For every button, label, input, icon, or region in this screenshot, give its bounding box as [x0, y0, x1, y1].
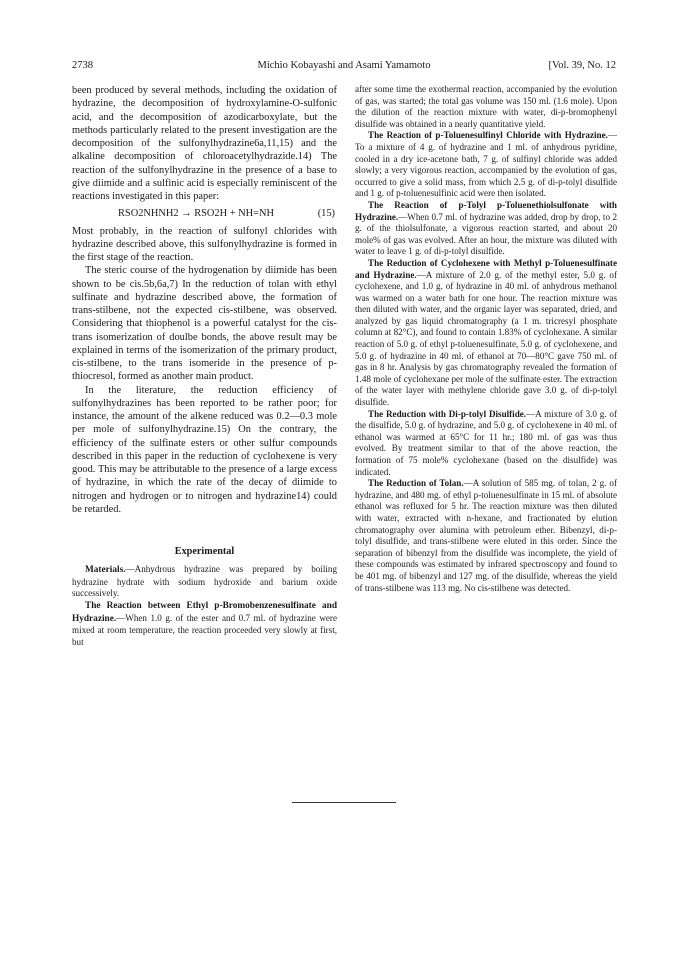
paragraph-bromobenzenesulfinate-continued: after some time the exothermal reaction, accompanied by the evolution of gas, was started; the total gas volume was 150 ml. (1.6 mole). Upon the dilution of the reaction mixture with water, di-p-bromophenyl disulfide was obtained in a nearly quantitative yield. [355, 84, 617, 129]
paragraph-cyclohexene-reduction [355, 258, 617, 409]
cyclohexene-reduction-heading: The Reduction of Cyclohexene with Methyl p-Toluenesulfinate and Hydrazine. [355, 257, 617, 280]
section-heading-experimental: Experimental [174, 546, 235, 557]
thiolsulfonate-heading: The Reaction of p-Tolyl p-Toluenethiolsulfonate with Hydrazine. [355, 199, 617, 222]
sulfinyl-chloride-heading: The Reaction of p-Toluenesulfinyl Chloride with Hydrazine. [368, 130, 608, 141]
paragraph-disulfide-reduction [355, 409, 617, 479]
end-rule [292, 802, 396, 803]
cyclohexene-reduction-text: —A mixture of 2.0 g. of the methyl ester, 5.0 g. of cyclohexene, and 1.0 g. of hydrazine in 40 ml. of anhydrous methanol was warmed on a water bath for one hour. The reaction mixture was then diluted with water, and the organic layer was separated, dried, and analyzed by gas liquid chromatography (a 1 m. tricresyl phosphate column at 82°C), and found to contain 1.83% of cyclohexane. A similar reaction of 5.0 g. of ethyl p-toluenesulfinate, 5.0 g. of cyclohexene, and 5.0 g. of hydrazine in 40 ml. of ethanol at 70—80°C gave 750 ml. of gas in 8 hr. Analysis by gas chromatography revealed the formation of 1.48 mole of cyclohexane per mole of the sulfinate ester. The extraction of the water layer with methylene chloride gave 3.0 g. of di-p-tolyl disulfide. [355, 269, 617, 408]
paragraph-thiolsulfonate [355, 200, 617, 258]
tolan-reduction-text: —A solution of 585 mg. of tolan, 2 g. of hydrazine, and 480 mg. of ethyl p-toluenesulfinate in 15 ml. of absolute ethanol was refluxed for 5 hr. The reaction mixture was then diluted with water, extracted with n-hexane, and fractionated by elution chromatography over alumina with petroleum ether. Bibenzyl, di-p-tolyl disulfide, and trans-stilbene were eluted in this order. Since the separation of bibenzyl from the disulfide was incomplete, the yield of these compounds was estimated by infrared spectroscopy and found to be 401 mg. of bibenzyl and 127 mg. of the disulfide, whereas the yield of trans-stilbene was 113 mg. No cis-stilbene was detected. [355, 478, 617, 593]
thiolsulfonate-text: —When 0.7 ml. of hydrazine was added, drop by drop, to 2 g. of the thiolsulfonate, a vigorous reaction started, and about 20 mole% of gas was evolved. After an hour, the mixture was diluted with water to leave 1 g. of di-p-tolyl disulfide. [355, 211, 617, 257]
right-column [355, 84, 617, 594]
paragraph-bromobenzenesulfinate [72, 600, 337, 648]
tolan-reduction-heading: The Reduction of Tolan. [368, 478, 464, 489]
paragraph-efficiency: In the literature, the reduction efficiency of sulfonylhydrazines has been reported to be rather poor; for instance, the amount of the alkene reduced was 0.2—0.3 mole per mole of sulfonylhydrazine.15) On the contrary, the efficiency of the sulfinate esters or other sulfur compounds described in this paper in the reduction of cyclohexene is very good. This may be attributable to the presence of a large excess of hydrazine, in which the rate of the decay of diimide to nitrogen and hydrogen or to nitrogen and hydrazine14) could be retarded. [72, 384, 337, 515]
running-authors: Michio Kobayashi and Asami Yamamoto [257, 60, 431, 71]
paragraph-sulfonylhydrazine: Most probably, in the reaction of sulfonyl chlorides with hydrazine described above, this sulfonylhydrazine is formed in the first stage of the reaction. [72, 225, 337, 263]
paragraph-intro-continued: been produced by several methods, including the oxidation of hydrazine, the decomposition of hydroxylamine-O-sulfonic acid, and the decomposition of azodicarboxylate, but the methods particularly related to the present investigation are the decomposition of the sulfonylhydrazine6a,11,15) and the alkaline decomposition of chloroacetylhydrazide.14) The reaction of the sulfonylhydrazine in the presence of a base to give diimide and a sulfinic acid is especially reminiscent of the reactions investigated in this paper: [72, 85, 337, 202]
paragraph-materials [72, 564, 337, 600]
materials-heading: Materials. [85, 565, 126, 576]
running-header [72, 60, 616, 76]
paragraph-sulfinyl-chloride [355, 130, 617, 200]
paragraph-tolan-reduction [355, 478, 617, 594]
disulfide-reduction-text: —A mixture of 3.0 g. of the disulfide, 5.0 g. of hydrazine, and 5.0 g. of cyclohexene in 40 ml. of ethanol was warmed at 65°C for 11 hr.; 180 ml. of gas was thus evolved. By treatment similar to that of the above reaction, the formation of 75 mole% cyclohexane (based on the disulfide) was indicated. [355, 408, 617, 477]
materials-text: —Anhydrous hydrazine was prepared by boiling hydrazine hydrate with sodium hydroxide and barium oxide successively. [72, 564, 337, 599]
page-number: 2738 [72, 60, 93, 71]
left-column [72, 84, 337, 648]
disulfide-reduction-heading: The Reduction with Di-p-tolyl Disulfide. [368, 408, 527, 419]
equation-15 [72, 205, 337, 222]
paragraph-steric-course: The steric course of the hydrogenation by diimide has been shown to be cis.5b,6a,7) In the reduction of tolan with ethyl sulfinate and hydrazine described above, the formation of trans-stilbene, not the expected cis-stilbene, was observed. Considering that thiophenol is a powerful catalyst for the cis-trans isomerization of doulbe bonds, the above result may be explained in terms of the isomerization of the primary product, cis-stilbene, to the trans isomeride in the presence of p-thiocresol, formed as another main product. [72, 265, 337, 383]
bromobenzenesulfinate-heading: The Reaction between Ethyl p-Bromobenzenesulfinate and Hydrazine. [72, 601, 337, 624]
equation-number: (15) [317, 208, 335, 220]
bromobenzenesulfinate-text: —When 1.0 g. of the ester and 0.7 ml. of hydrazine were mixed at room temperature, the reaction proceeded very slowly at first, but [72, 612, 337, 647]
equation-text: RSO2NHNH2 → RSO2H + NH=NH [118, 208, 275, 220]
volume-info: [Vol. 39, No. 12 [548, 60, 616, 71]
sulfinyl-chloride-text: —To a mixture of 4 g. of hydrazine and 1 ml. of anhydrous pyridine, cooled in a dry ice-acetone bath, 7 g. of sulfinyl chloride was added slowly; a very vigorous reaction, accompanied by the evolution of gas, occurred to give a solid mass, from which 2.5 g. of di-p-tolyl disulfide and 1 g. of p-toluenesulfinic acid were then isolated. [355, 130, 617, 199]
